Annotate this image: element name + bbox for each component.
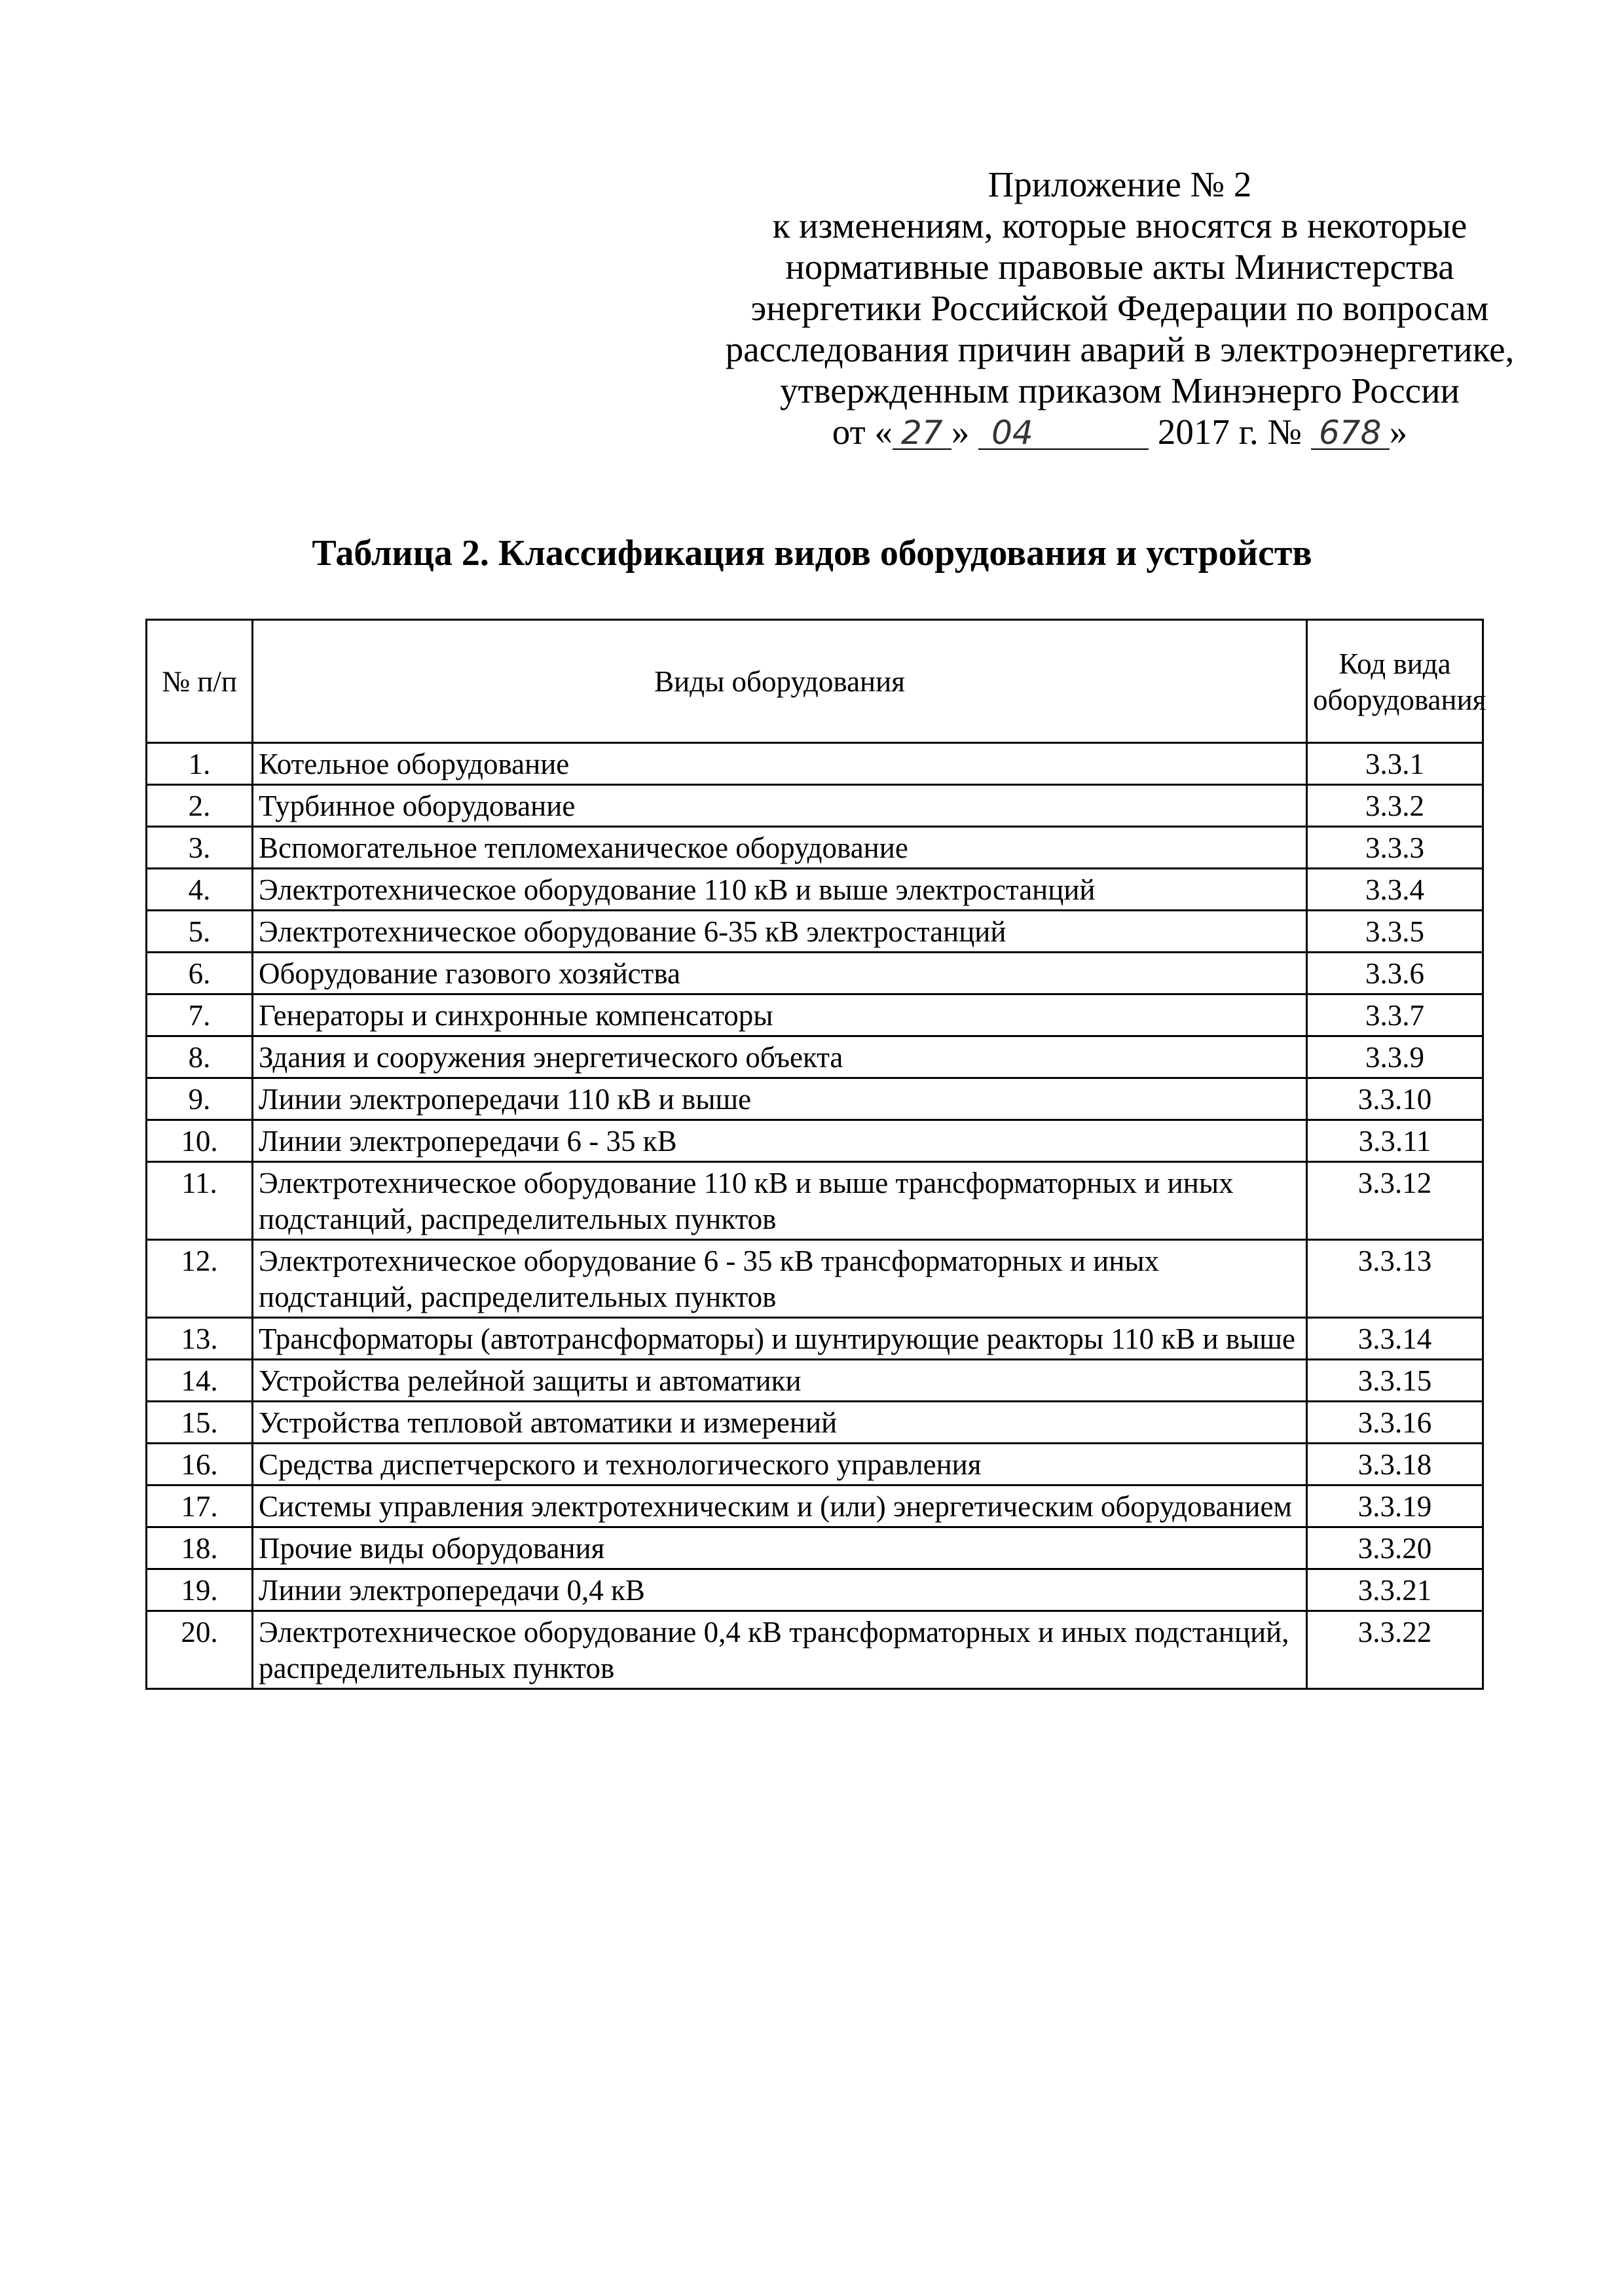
equipment-kind: Генераторы и синхронные компенсаторы: [253, 994, 1307, 1036]
header-code: Код вида оборудования: [1307, 620, 1483, 743]
equipment-kind: Трансформаторы (автотрансформаторы) и шунтирующие реакторы 110 кВ и выше: [253, 1318, 1307, 1360]
table-row: [147, 994, 1483, 1036]
appendix-line: к изменениям, которые вносятся в некоторые: [772, 206, 1467, 246]
equipment-kind: Котельное оборудование: [253, 743, 1307, 785]
appendix-line: энергетики Российской Федерации по вопросам: [750, 288, 1489, 328]
row-number: 10.: [147, 1120, 253, 1162]
row-number: 6.: [147, 953, 253, 994]
table-row: [147, 1569, 1483, 1611]
equipment-kind: Электротехническое оборудование 110 кВ и выше электростанций: [253, 869, 1307, 911]
equipment-kind: Линии электропередачи 110 кВ и выше: [253, 1078, 1307, 1120]
row-number: 20.: [147, 1611, 253, 1689]
table-row: [147, 1120, 1483, 1162]
equipment-kind: Прочие виды оборудования: [253, 1527, 1307, 1569]
equipment-code: 3.3.21: [1307, 1569, 1483, 1611]
row-number: 9.: [147, 1078, 253, 1120]
row-number: 16.: [147, 1444, 253, 1485]
row-number: 1.: [147, 743, 253, 785]
row-number: 7.: [147, 994, 253, 1036]
row-number: 19.: [147, 1569, 253, 1611]
equipment-code: 3.3.22: [1307, 1611, 1483, 1689]
equipment-kind: Линии электропередачи 0,4 кВ: [253, 1569, 1307, 1611]
equipment-kind: Линии электропередачи 6 - 35 кВ: [253, 1120, 1307, 1162]
equipment-code: 3.3.1: [1307, 743, 1483, 785]
table-row: [147, 911, 1483, 953]
equipment-kind: Устройства релейной защиты и автоматики: [253, 1360, 1307, 1402]
equipment-code: 3.3.13: [1307, 1240, 1483, 1318]
equipment-kind: Электротехническое оборудование 110 кВ и выше трансформаторных и иных подстанций, распределительных пунктов: [253, 1162, 1307, 1240]
row-number: 5.: [147, 911, 253, 953]
table-row: [147, 1162, 1483, 1240]
equipment-classification-table: [145, 619, 1484, 1690]
row-number: 2.: [147, 785, 253, 827]
appendix-line: расследования причин аварий в электроэнергетике,: [725, 329, 1515, 369]
handwritten-day: 27: [893, 412, 951, 454]
row-number: 11.: [147, 1162, 253, 1240]
equipment-code: 3.3.2: [1307, 785, 1483, 827]
equipment-code: 3.3.19: [1307, 1485, 1483, 1527]
equipment-kind: Оборудование газового хозяйства: [253, 953, 1307, 994]
table-row: [147, 953, 1483, 994]
table-row: [147, 1611, 1483, 1689]
equipment-kind: Здания и сооружения энергетического объекта: [253, 1036, 1307, 1078]
table-row: [147, 1240, 1483, 1318]
equipment-kind: Устройства тепловой автоматики и измерений: [253, 1402, 1307, 1444]
appendix-line: утвержденным приказом Минэнерго России: [780, 371, 1460, 410]
date-prefix: от «: [832, 412, 893, 452]
equipment-code: 3.3.18: [1307, 1444, 1483, 1485]
handwritten-month: 04: [978, 412, 1149, 454]
equipment-code: 3.3.9: [1307, 1036, 1483, 1078]
equipment-kind: Электротехническое оборудование 6-35 кВ электростанций: [253, 911, 1307, 953]
row-number: 15.: [147, 1402, 253, 1444]
table-row: [147, 785, 1483, 827]
equipment-kind: Турбинное оборудование: [253, 785, 1307, 827]
header-num: № п/п: [147, 620, 253, 743]
date-suffix: »: [1389, 412, 1408, 452]
equipment-kind: Электротехническое оборудование 6 - 35 кВ трансформаторных и иных подстанций, распределительных пунктов: [253, 1240, 1307, 1318]
row-number: 12.: [147, 1240, 253, 1318]
handwritten-order-number: 678: [1311, 412, 1390, 454]
equipment-code: 3.3.5: [1307, 911, 1483, 953]
row-number: 13.: [147, 1318, 253, 1360]
equipment-code: 3.3.14: [1307, 1318, 1483, 1360]
row-number: 17.: [147, 1485, 253, 1527]
equipment-code: 3.3.4: [1307, 869, 1483, 911]
table-header-row: [147, 620, 1483, 743]
equipment-kind: Электротехническое оборудование 0,4 кВ трансформаторных и иных подстанций, распределительных пунктов: [253, 1611, 1307, 1689]
appendix-line: нормативные правовые акты Министерства: [785, 247, 1454, 287]
equipment-code: 3.3.6: [1307, 953, 1483, 994]
equipment-kind: Вспомогательное тепломеханическое оборудование: [253, 827, 1307, 869]
appendix-line: Приложение № 2: [987, 164, 1252, 204]
table-row: [147, 1527, 1483, 1569]
order-year-number-label: 2017 г. №: [1157, 412, 1302, 452]
equipment-code: 3.3.15: [1307, 1360, 1483, 1402]
table-row: [147, 1485, 1483, 1527]
row-number: 3.: [147, 827, 253, 869]
table-row: [147, 1318, 1483, 1360]
equipment-code: 3.3.10: [1307, 1078, 1483, 1120]
equipment-code: 3.3.16: [1307, 1402, 1483, 1444]
order-date-line: [694, 411, 1545, 454]
table-title: Таблица 2. Классификация видов оборудования и устройств: [312, 533, 1312, 574]
table-row: [147, 1402, 1483, 1444]
row-number: 18.: [147, 1527, 253, 1569]
row-number: 14.: [147, 1360, 253, 1402]
date-separator: »: [951, 412, 970, 452]
appendix-header: [694, 164, 1545, 454]
equipment-code: 3.3.3: [1307, 827, 1483, 869]
row-number: 8.: [147, 1036, 253, 1078]
equipment-code: 3.3.11: [1307, 1120, 1483, 1162]
equipment-code: 3.3.20: [1307, 1527, 1483, 1569]
table-row: [147, 1444, 1483, 1485]
equipment-code: 3.3.12: [1307, 1162, 1483, 1240]
equipment-kind: Средства диспетчерского и технологического управления: [253, 1444, 1307, 1485]
table-row: [147, 1078, 1483, 1120]
table-row: [147, 1036, 1483, 1078]
table-row: [147, 827, 1483, 869]
row-number: 4.: [147, 869, 253, 911]
table-row: [147, 743, 1483, 785]
equipment-code: 3.3.7: [1307, 994, 1483, 1036]
equipment-kind: Системы управления электротехническим и (или) энергетическим оборудованием: [253, 1485, 1307, 1527]
header-kind: Виды оборудования: [253, 620, 1307, 743]
table-row: [147, 869, 1483, 911]
table-row: [147, 1360, 1483, 1402]
